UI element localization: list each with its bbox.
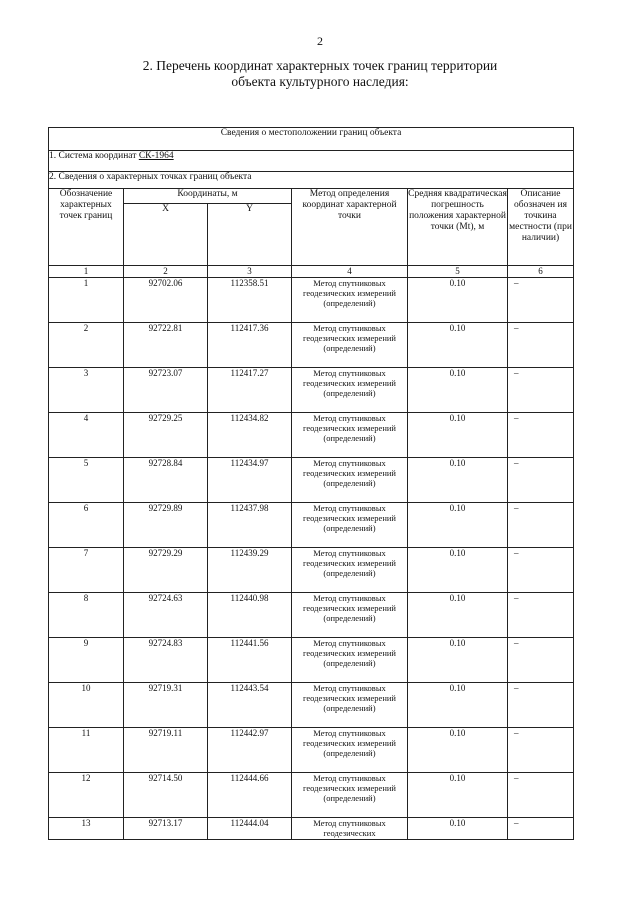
method: Метод спутниковых геодезических измерений (определений)	[292, 728, 408, 773]
table-row	[49, 638, 574, 683]
y-coordinate: 112358.51	[208, 278, 292, 323]
table-row	[49, 593, 574, 638]
page-number: 2	[317, 34, 323, 48]
x-coordinate: 92729.25	[124, 413, 208, 458]
table-row	[49, 413, 574, 458]
x-coordinate: 92723.07	[124, 368, 208, 413]
accuracy: 0.10	[408, 728, 508, 773]
x-coordinate: 92714.50	[124, 773, 208, 818]
accuracy: 0.10	[408, 368, 508, 413]
point-number: 5	[49, 458, 124, 503]
header-coordinates: Координаты, м	[124, 189, 292, 204]
header-description: Описание обозначен ия точкина местности (при наличии)	[508, 189, 574, 266]
x-coordinate: 92719.11	[124, 728, 208, 773]
y-coordinate: 112437.98	[208, 503, 292, 548]
method: Метод спутниковых геодезических измерений (определений)	[292, 773, 408, 818]
table-row	[49, 683, 574, 728]
table-row	[49, 503, 574, 548]
point-number: 13	[49, 818, 124, 840]
y-coordinate: 112417.36	[208, 323, 292, 368]
header-x: X	[124, 204, 208, 266]
point-number: 2	[49, 323, 124, 368]
point-number: 6	[49, 503, 124, 548]
description: –	[508, 548, 574, 593]
point-number: 12	[49, 773, 124, 818]
method: Метод спутниковых геодезических измерений (определений)	[292, 458, 408, 503]
method: Метод спутниковых геодезических измерений (определений)	[292, 278, 408, 323]
column-number: 6	[508, 266, 574, 278]
point-number: 11	[49, 728, 124, 773]
method: Метод спутниковых геодезических измерений (определений)	[292, 638, 408, 683]
method: Метод спутниковых геодезических измерений (определений)	[292, 593, 408, 638]
section-heading	[80, 58, 560, 90]
description: –	[508, 503, 574, 548]
header-designation: Обозначение характерных точек границ	[49, 189, 124, 266]
column-number: 1	[49, 266, 124, 278]
accuracy: 0.10	[408, 593, 508, 638]
point-number: 10	[49, 683, 124, 728]
table-row	[49, 818, 574, 840]
table-row	[49, 368, 574, 413]
description: –	[508, 818, 574, 840]
y-coordinate: 112442.97	[208, 728, 292, 773]
column-number: 5	[408, 266, 508, 278]
coordinate-system	[49, 151, 574, 172]
heading-line-2: объекта культурного наследия:	[231, 74, 409, 89]
point-number: 4	[49, 413, 124, 458]
description: –	[508, 593, 574, 638]
description: –	[508, 458, 574, 503]
coordinates-table	[48, 127, 574, 840]
table-row	[49, 278, 574, 323]
description: –	[508, 728, 574, 773]
x-coordinate: 92729.89	[124, 503, 208, 548]
x-coordinate: 92713.17	[124, 818, 208, 840]
x-coordinate: 92729.29	[124, 548, 208, 593]
point-number: 9	[49, 638, 124, 683]
point-number: 8	[49, 593, 124, 638]
description: –	[508, 638, 574, 683]
point-number: 7	[49, 548, 124, 593]
point-number: 1	[49, 278, 124, 323]
column-number: 3	[208, 266, 292, 278]
x-coordinate: 92702.06	[124, 278, 208, 323]
method: Метод спутниковых геодезических измерений (определений)	[292, 548, 408, 593]
table-row	[49, 548, 574, 593]
table-row	[49, 458, 574, 503]
header-method: Метод определения координат характерной точки	[292, 189, 408, 266]
y-coordinate: 112434.82	[208, 413, 292, 458]
y-coordinate: 112441.56	[208, 638, 292, 683]
accuracy: 0.10	[408, 413, 508, 458]
accuracy: 0.10	[408, 323, 508, 368]
column-number: 2	[124, 266, 208, 278]
y-coordinate: 112440.98	[208, 593, 292, 638]
accuracy: 0.10	[408, 638, 508, 683]
y-coordinate: 112439.29	[208, 548, 292, 593]
table-row	[49, 773, 574, 818]
x-coordinate: 92728.84	[124, 458, 208, 503]
description: –	[508, 323, 574, 368]
coordinate-system-prefix: 1. Система координат	[49, 151, 139, 161]
description: –	[508, 368, 574, 413]
description: –	[508, 413, 574, 458]
heading-line-1: 2. Перечень координат характерных точек границ территории	[142, 58, 498, 73]
accuracy: 0.10	[408, 773, 508, 818]
accuracy: 0.10	[408, 683, 508, 728]
point-number: 3	[49, 368, 124, 413]
accuracy: 0.10	[408, 503, 508, 548]
y-coordinate: 112417.27	[208, 368, 292, 413]
description: –	[508, 773, 574, 818]
y-coordinate: 112443.54	[208, 683, 292, 728]
coordinate-system-name: СК-1964	[138, 151, 174, 161]
accuracy: 0.10	[408, 818, 508, 840]
method: Метод спутниковых геодезических	[292, 818, 408, 840]
header-y: Y	[208, 204, 292, 266]
accuracy: 0.10	[408, 458, 508, 503]
x-coordinate: 92724.63	[124, 593, 208, 638]
accuracy: 0.10	[408, 278, 508, 323]
x-coordinate: 92719.31	[124, 683, 208, 728]
table-row	[49, 323, 574, 368]
points-info: 2. Сведения о характерных точках границ объекта	[49, 172, 574, 189]
x-coordinate: 92722.81	[124, 323, 208, 368]
description: –	[508, 278, 574, 323]
header-accuracy: Средняя квадратическая погрешность положения характерной точки (Mt), м	[408, 189, 508, 266]
method: Метод спутниковых геодезических измерений (определений)	[292, 323, 408, 368]
column-number: 4	[292, 266, 408, 278]
table-row	[49, 728, 574, 773]
y-coordinate: 112444.04	[208, 818, 292, 840]
accuracy: 0.10	[408, 548, 508, 593]
table-title: Сведения о местоположении границ объекта	[49, 128, 574, 151]
method: Метод спутниковых геодезических измерений (определений)	[292, 368, 408, 413]
description: –	[508, 683, 574, 728]
method: Метод спутниковых геодезических измерений (определений)	[292, 683, 408, 728]
y-coordinate: 112444.66	[208, 773, 292, 818]
x-coordinate: 92724.83	[124, 638, 208, 683]
y-coordinate: 112434.97	[208, 458, 292, 503]
method: Метод спутниковых геодезических измерений (определений)	[292, 413, 408, 458]
method: Метод спутниковых геодезических измерений (определений)	[292, 503, 408, 548]
